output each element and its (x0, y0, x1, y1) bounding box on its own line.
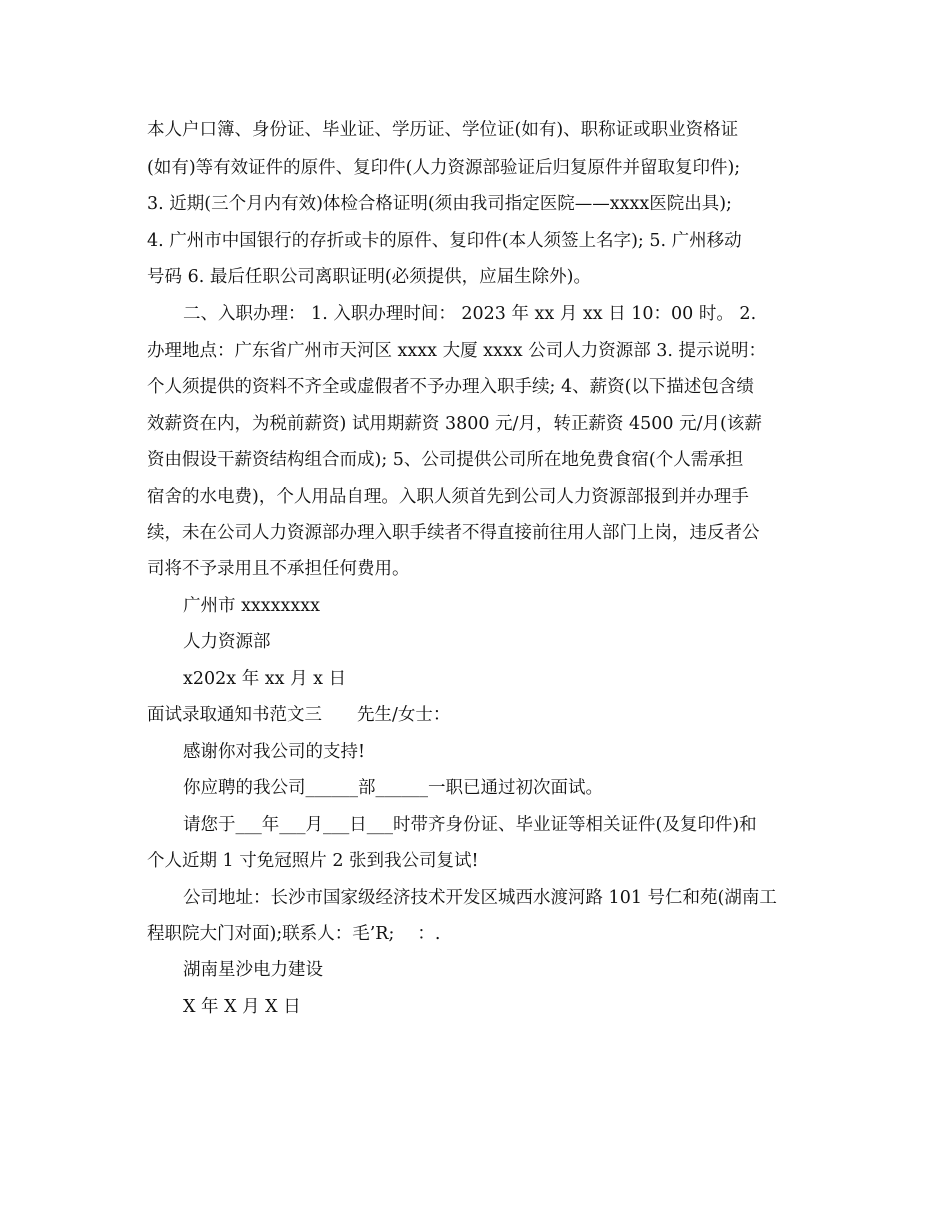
paragraph-line: 办理地点：广东省广州市天河区 xxxx 大厦 xxxx 公司人力资源部 3. 提示说明： (147, 341, 767, 361)
paragraph-line: 3. 近期(三个月内有效)体检合格证明(须由我司指定医院——xxxx医院出具); (147, 194, 732, 214)
paragraph-line: 司将不予录用且不承担任何费用。 (147, 559, 410, 579)
signoff-date: x202x 年 xx 月 x 日 (183, 669, 347, 689)
section-heading-line: 二、入职办理： 1. 入职办理时间： 2023 年 xx 月 xx 日 10：00 时。 2. (183, 304, 757, 324)
reexam-request-line: 个人近期 1 寸免冠照片 2 张到我公司复试! (147, 851, 479, 871)
paragraph-line: 个人须提供的资料不齐全或虚假者不予办理入职手续; 4、薪资(以下描述包含绩 (147, 377, 754, 397)
signoff-date: X 年 X 月 X 日 (183, 997, 301, 1017)
signoff-city: 广州市 xxxxxxxx (183, 596, 321, 616)
paragraph-line: 宿舍的水电费)，个人用品自理。入职人须首先到公司人力资源部报到并办理手 (147, 487, 749, 507)
company-name: 湖南星沙电力建设 (183, 960, 323, 980)
paragraph-line: 号码 6. 最后任职公司离职证明(必须提供，应届生除外)。 (147, 267, 591, 287)
paragraph-line: 效薪资在内，为税前薪资) 试用期薪资 3800 元/月，转正薪资 4500 元/月(该薪 (147, 414, 762, 434)
interview-passed-line: 你应聘的我公司______部______一职已通过初次面试。 (183, 778, 603, 798)
paragraph-line: 4. 广州市中国银行的存折或卡的原件、复印件(本人须签上名字); 5. 广州移动 (147, 231, 742, 251)
paragraph-line: 资由假设干薪资结构组合而成); 5、公司提供公司所在地免费食宿(个人需承担 (147, 450, 744, 470)
sample-title: 面试录取通知书范文三 先生/女士： (147, 705, 451, 725)
reexam-request-line: 请您于___年___月___日___时带齐身份证、毕业证等相关证件(及复印件)和 (183, 815, 757, 835)
paragraph-line: (如有)等有效证件的原件、复印件(人力资源部验证后归复原件并留取复印件); (147, 158, 741, 178)
signoff-department: 人力资源部 (183, 632, 271, 652)
paragraph-line: 本人户口簿、身份证、毕业证、学历证、学位证(如有)、职称证或职业资格证 (147, 120, 739, 140)
paragraph-line: 续，未在公司人力资源部办理入职手续者不得直接前往用人部门上岗，违反者公 (147, 523, 760, 543)
company-address-line: 公司地址：长沙市国家级经济技术开发区城西水渡河路 101 号仁和苑(湖南工 (183, 888, 777, 908)
thanks-line: 感谢你对我公司的支持! (183, 742, 366, 762)
company-address-line: 程职院大门对面);联系人：毛’R; ：. (147, 924, 441, 944)
